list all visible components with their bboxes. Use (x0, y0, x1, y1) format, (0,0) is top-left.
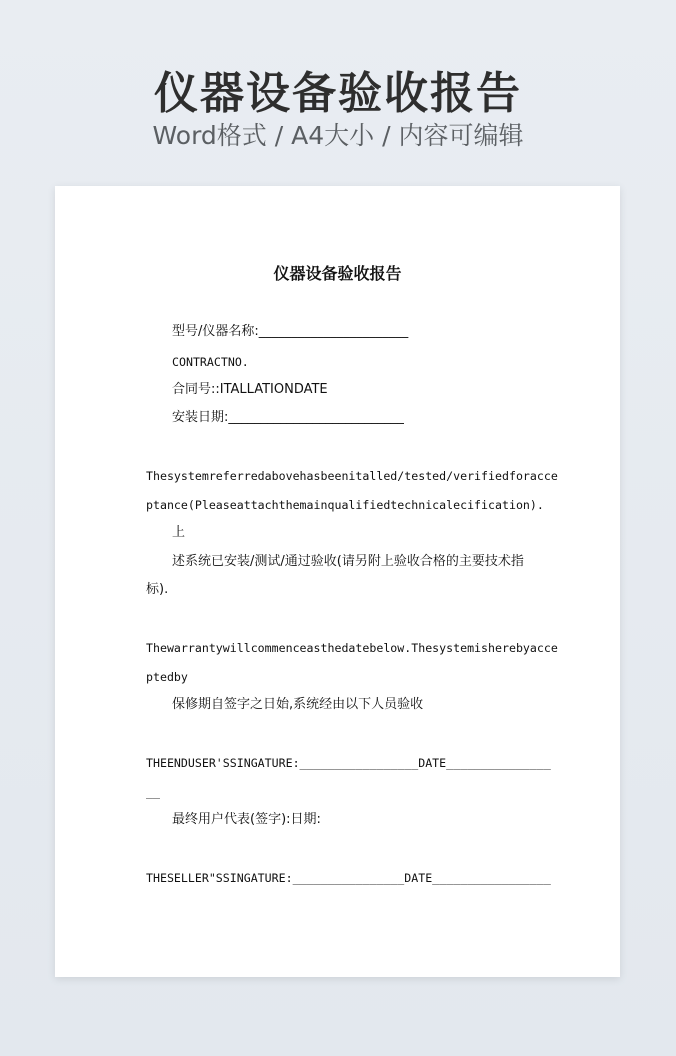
warranty-cn-line: 保修期自签字之日始,系统经由以下人员验收 (172, 697, 424, 712)
warranty-en-line-1: Thewarrantywillcommenceasthedatebelow.Thesystemisherebyacce (146, 641, 558, 655)
enduser-signature-line-2: __ (146, 785, 160, 799)
banner-subtitle: Word格式 / A4大小 / 内容可编辑 (152, 121, 524, 150)
seller-signature-line: THESELLER"SSINGATURE:________________DATE_________________ (146, 871, 551, 885)
enduser-signature-line-1: THEENDUSER'SSINGATURE:_________________DATE_______________ (146, 756, 551, 770)
warranty-en-line-2: ptedby (146, 670, 188, 684)
statement-cn-line-1: 述系统已安装/测试/通过验收(请另附上验收合格的主要技术指 (172, 554, 524, 569)
contract-no-en-line: CONTRACTNO. (172, 355, 249, 369)
banner-title: 仪器设备验收报告 (154, 68, 522, 119)
document-page (55, 186, 620, 977)
statement-en-line-2: ptance(Pleaseattachthemainqualifiedtechnicalecification). (146, 498, 544, 512)
install-date-line: 安装日期:___________________________ (172, 410, 404, 425)
statement-cn-line-0: 上 (172, 525, 186, 540)
document-title: 仪器设备验收报告 (273, 264, 402, 283)
model-name-line: 型号/仪器名称:_______________________ (172, 324, 409, 339)
statement-cn-line-2: 标). (146, 582, 169, 597)
statement-en-line-1: Thesystemreferredabovehasbeenitalled/tested/verifiedforacce (146, 469, 558, 483)
contract-no-cn-line: 合同号::ITALLATIONDATE (172, 382, 328, 397)
enduser-signature-cn-line: 最终用户代表(签字):日期: (172, 812, 321, 827)
